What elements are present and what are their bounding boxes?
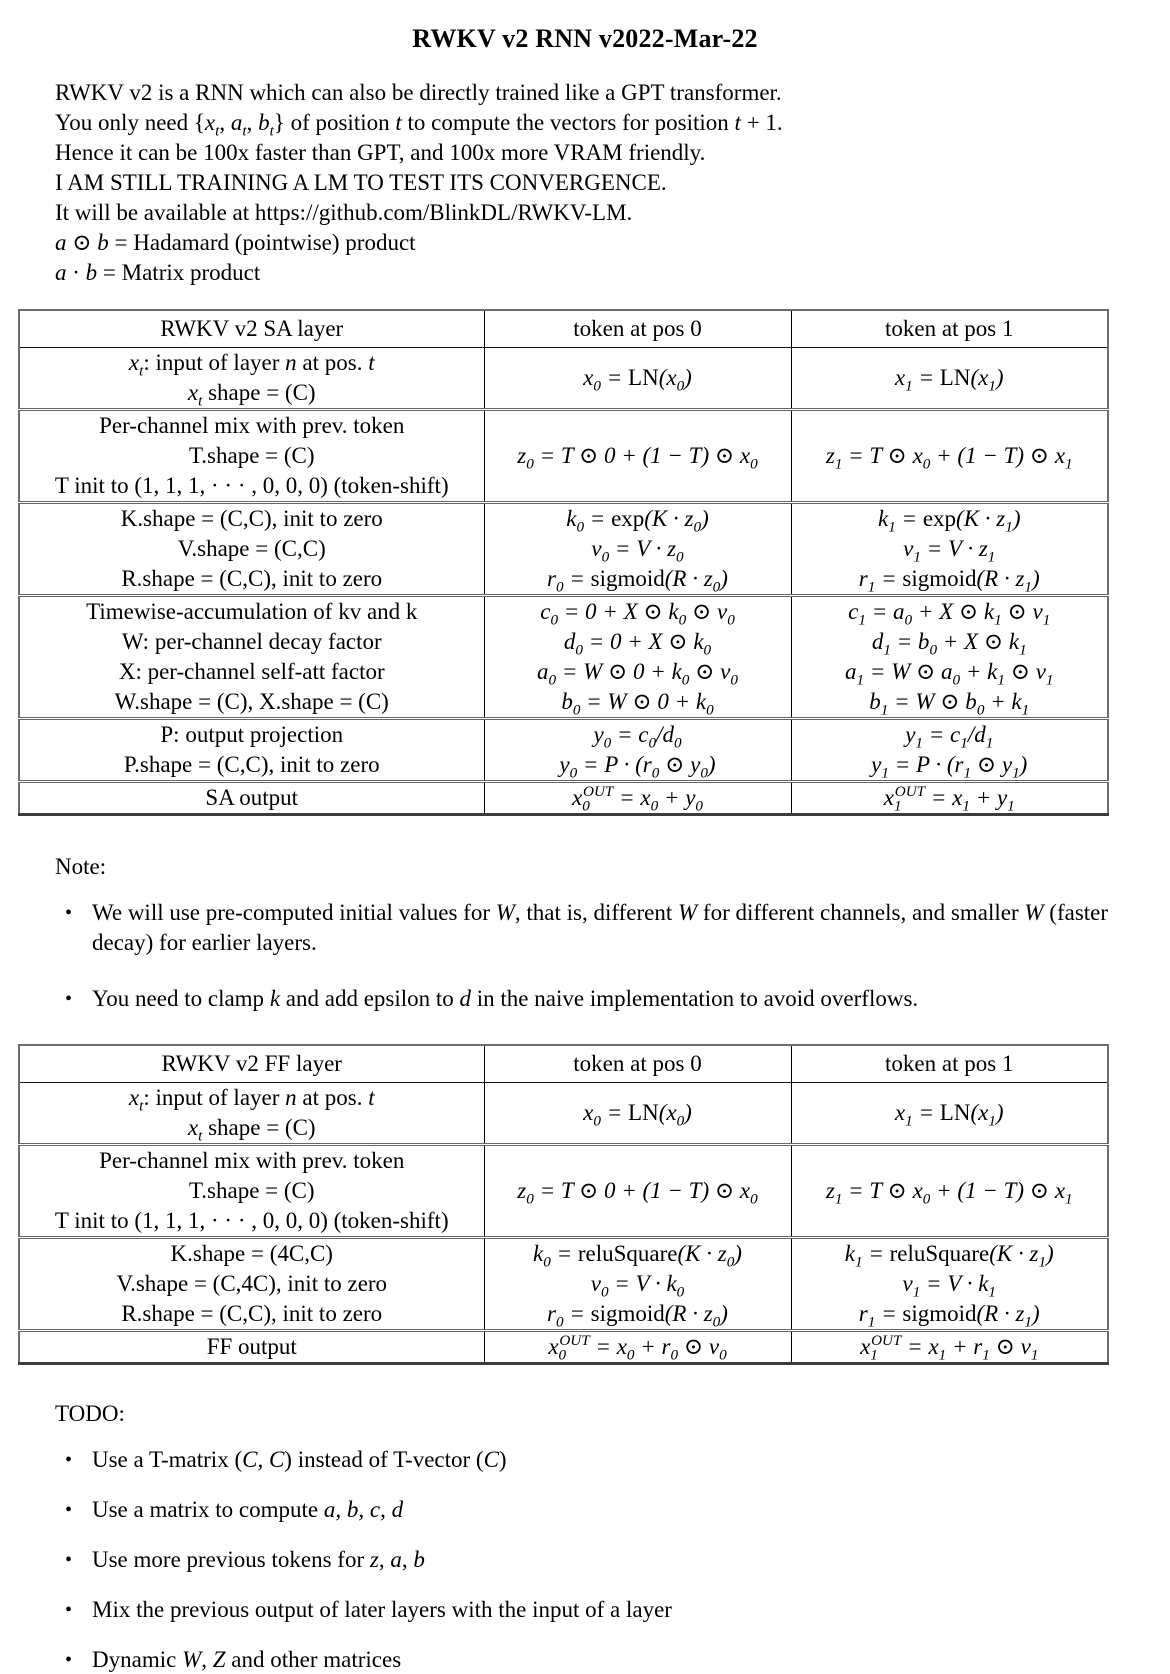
table-row <box>19 348 1108 410</box>
intro-line: a ⊙ b = Hadamard (pointwise) product <box>55 230 416 255</box>
description-line: T init to (1, 1, 1, · · · , 0, 0, 0) (token-shift) <box>54 1208 449 1233</box>
todo-label: TODO: <box>55 1401 125 1426</box>
formula-line: $x_1 = LN(x_1)$ <box>894 365 1004 395</box>
ff-layer-table <box>18 1044 1109 1365</box>
row-description-cell <box>19 719 484 782</box>
todo-item-text: Use a matrix to compute a, b, c, d <box>92 1497 404 1522</box>
formula-line: $c_1 = a_0 + X$ ⊙ $k_1$ ⊙ $v_1$ <box>848 599 1051 629</box>
description-line: P.shape = (C,C), init to zero <box>123 752 380 777</box>
todo-item <box>55 1495 1120 1525</box>
formula-cell-pos0 <box>484 503 791 596</box>
intro-line: a · b = Matrix product <box>55 260 261 285</box>
formula-cell-pos1 <box>791 596 1108 719</box>
row-description-cell <box>19 1238 484 1331</box>
row-description-cell <box>19 410 484 503</box>
formula-cell-pos0 <box>484 410 791 503</box>
formula-line: $a_0 = W$ ⊙ $0 + k_0$ ⊙ $v_0$ <box>537 659 738 689</box>
description-line: $x_t$ shape = (C) <box>187 380 316 410</box>
formula-cell-pos1 <box>791 782 1108 815</box>
formula-cell-pos1 <box>791 503 1108 596</box>
todo-item <box>55 1445 1120 1475</box>
description-line: $x_t$ shape = (C) <box>187 1115 316 1145</box>
table-row <box>19 1238 1108 1331</box>
description-line: T.shape = (C) <box>188 443 315 468</box>
formula-line: $k_1$ = reluSquare(K · $z_1$) <box>844 1241 1054 1271</box>
column-header: token at pos 0 <box>484 310 791 348</box>
intro-paragraph <box>55 78 1170 288</box>
formula-cell-pos1 <box>791 348 1108 410</box>
note-item-text: We will use pre-computed initial values for W, that is, different W for different channels, and smaller W (faster decay) for earlier layers. <box>92 900 1109 955</box>
sa-layer-table <box>18 309 1109 816</box>
formula-cell-pos0 <box>484 782 791 815</box>
formula-cell-pos1 <box>791 410 1108 503</box>
description-line: V.shape = (C,C) <box>177 536 326 561</box>
description-line: Per-channel mix with prev. token <box>99 413 405 438</box>
row-description-cell <box>19 1145 484 1238</box>
description-line: V.shape = (C,4C), init to zero <box>116 1271 388 1296</box>
description-line: R.shape = (C,C), init to zero <box>121 1301 383 1326</box>
formula-line: $x_1^{OUT} = x_1 + r_1$ ⊙ $v_1$ <box>860 1332 1039 1364</box>
formula-cell-pos0 <box>484 1331 791 1364</box>
row-description-cell <box>19 1331 484 1364</box>
note-section <box>55 852 1170 1014</box>
table-row <box>19 1083 1108 1145</box>
row-description-cell <box>19 1083 484 1145</box>
column-header: RWKV v2 FF layer <box>19 1045 484 1083</box>
formula-line: $d_0 = 0 + X$ ⊙ $k_0$ <box>563 629 712 659</box>
description-line: P: output projection <box>160 722 344 747</box>
table-row <box>19 596 1108 719</box>
todo-item <box>55 1595 1120 1625</box>
formula-cell-pos1 <box>791 719 1108 782</box>
formula-line: $y_0 = c_0/d_0$ <box>593 722 682 752</box>
column-header: token at pos 0 <box>484 1045 791 1083</box>
formula-line: $x_0 = LN(x_0)$ <box>583 1100 692 1130</box>
formula-line: $b_1 = W$ ⊙ $b_0 + k_1$ <box>869 689 1030 719</box>
description-line: X: per-channel self-att factor <box>118 659 385 684</box>
formula-line: $y_1 = P \cdot (r_1$ ⊙ $y_1$) <box>871 752 1028 782</box>
formula-line: $z_0 = T$ ⊙ 0 + (1 − T) ⊙ $x_0$ <box>517 1178 758 1208</box>
column-header: token at pos 1 <box>791 1045 1108 1083</box>
column-header: RWKV v2 SA layer <box>19 310 484 348</box>
formula-line: $r_1$ = sigmoid(R · $z_1$) <box>858 1301 1040 1331</box>
formula-cell-pos0 <box>484 719 791 782</box>
todo-section <box>55 1399 1170 1674</box>
description-line: Per-channel mix with prev. token <box>99 1148 405 1173</box>
intro-line-url: It will be available at https://github.com/BlinkDL/RWKV-LM. <box>55 200 633 225</box>
table-header-row <box>19 1045 1108 1083</box>
description-line: SA output <box>205 785 299 810</box>
description-line: K.shape = (C,C), init to zero <box>120 506 383 531</box>
formula-line: $r_0$ = sigmoid(R · $z_0$) <box>547 1301 728 1331</box>
document-title: RWKV v2 RNN v2022-Mar-22 <box>412 24 758 53</box>
formula-line: $y_0 = P \cdot (r_0$ ⊙ $y_0$) <box>559 752 716 782</box>
formula-line: $x_0^{OUT} = x_0 + r_0$ ⊙ $v_0$ <box>548 1332 727 1364</box>
description-line: $x_t$: input of layer n at pos. t <box>128 350 375 380</box>
todo-item-text: Dynamic W, Z and other matrices <box>92 1647 402 1672</box>
intro-line: You only need {$x_t$, $a_t$, $b_t$} of position t to compute the vectors for position t + 1. <box>55 110 783 140</box>
note-list <box>55 898 1120 1014</box>
todo-list <box>55 1445 1120 1674</box>
table-row <box>19 1331 1108 1364</box>
table-row <box>19 719 1108 782</box>
formula-line: $b_0 = W$ ⊙ $0 + k_0$ <box>561 689 714 719</box>
formula-line: $y_1 = c_1/d_1$ <box>905 722 994 752</box>
intro-line: I AM STILL TRAINING A LM TO TEST ITS CONVERGENCE. <box>55 170 667 195</box>
formula-line: $x_0^{OUT} = x_0 + y_0$ <box>572 783 703 815</box>
row-description-cell <box>19 348 484 410</box>
formula-cell-pos0 <box>484 1083 791 1145</box>
formula-line: $z_0 = T$ ⊙ 0 + (1 − T) ⊙ $x_0$ <box>517 443 758 473</box>
table-row <box>19 1145 1108 1238</box>
formula-line: $a_1 = W$ ⊙ $a_0 + k_1$ ⊙ $v_1$ <box>844 659 1054 689</box>
description-line: T init to (1, 1, 1, · · · , 0, 0, 0) (token-shift) <box>54 473 449 498</box>
column-header: token at pos 1 <box>791 310 1108 348</box>
formula-line: $x_0 = LN(x_0)$ <box>583 365 692 395</box>
todo-item-text: Mix the previous output of later layers with the input of a layer <box>92 1597 672 1622</box>
description-line: T.shape = (C) <box>188 1178 315 1203</box>
table-row <box>19 782 1108 815</box>
description-line: K.shape = (4C,C) <box>170 1241 333 1266</box>
note-item <box>55 898 1120 958</box>
description-line: R.shape = (C,C), init to zero <box>121 566 383 591</box>
formula-line: $z_1 = T$ ⊙ $x_0 + (1 - T)$ ⊙ $x_1$ <box>825 443 1073 473</box>
formula-cell-pos0 <box>484 348 791 410</box>
formula-cell-pos1 <box>791 1145 1108 1238</box>
formula-line: $x_1^{OUT} = x_1 + y_1$ <box>883 783 1015 815</box>
formula-line: $k_1 = \exp(K \cdot z_1)$ <box>877 506 1021 536</box>
table-header-row <box>19 310 1108 348</box>
todo-item-text: Use more previous tokens for z, a, b <box>92 1547 425 1572</box>
formula-line: $z_1 = T$ ⊙ $x_0 + (1 - T)$ ⊙ $x_1$ <box>825 1178 1073 1208</box>
description-line: $x_t$: input of layer n at pos. t <box>128 1085 375 1115</box>
formula-line: $v_0 = V \cdot k_0$ <box>590 1271 685 1301</box>
note-label: Note: <box>55 854 107 879</box>
formula-cell-pos0 <box>484 1238 791 1331</box>
description-line: Timewise-accumulation of kv and k <box>86 599 418 624</box>
formula-line: $d_1 = b_0 + X$ ⊙ $k_1$ <box>871 629 1027 659</box>
description-line: W: per-channel decay factor <box>121 629 382 654</box>
todo-item-text: Use a T-matrix (C, C) instead of T-vector (C) <box>92 1447 507 1472</box>
formula-line: $x_1 = LN(x_1)$ <box>894 1100 1004 1130</box>
intro-line: RWKV v2 is a RNN which can also be directly trained like a GPT transformer. <box>55 80 782 105</box>
formula-line: $c_0 = 0 + X$ ⊙ $k_0$ ⊙ $v_0$ <box>540 599 735 629</box>
formula-line: $r_0$ = sigmoid(R · $z_0$) <box>547 566 728 596</box>
row-description-cell <box>19 596 484 719</box>
table-row <box>19 410 1108 503</box>
formula-cell-pos0 <box>484 1145 791 1238</box>
formula-line: $k_0$ = reluSquare(K · $z_0$) <box>533 1241 742 1271</box>
description-line: W.shape = (C), X.shape = (C) <box>114 689 389 714</box>
formula-line: $v_0 = V \cdot z_0$ <box>591 536 684 566</box>
formula-line: $v_1 = V \cdot z_1$ <box>903 536 996 566</box>
intro-line: Hence it can be 100x faster than GPT, and 100x more VRAM friendly. <box>55 140 706 165</box>
formula-cell-pos1 <box>791 1238 1108 1331</box>
note-item-text: You need to clamp k and add epsilon to d in the naive implementation to avoid overflows. <box>92 986 919 1011</box>
table-row <box>19 503 1108 596</box>
todo-item <box>55 1545 1120 1575</box>
formula-cell-pos0 <box>484 596 791 719</box>
row-description-cell <box>19 782 484 815</box>
todo-item <box>55 1645 1120 1674</box>
formula-line: $r_1$ = sigmoid(R · $z_1$) <box>858 566 1040 596</box>
formula-line: $v_1 = V \cdot k_1$ <box>902 1271 997 1301</box>
description-line: FF output <box>206 1334 297 1359</box>
row-description-cell <box>19 503 484 596</box>
note-item <box>55 984 1120 1014</box>
formula-cell-pos1 <box>791 1331 1108 1364</box>
formula-line: $k_0 = \exp(K \cdot z_0)$ <box>566 506 709 536</box>
formula-cell-pos1 <box>791 1083 1108 1145</box>
